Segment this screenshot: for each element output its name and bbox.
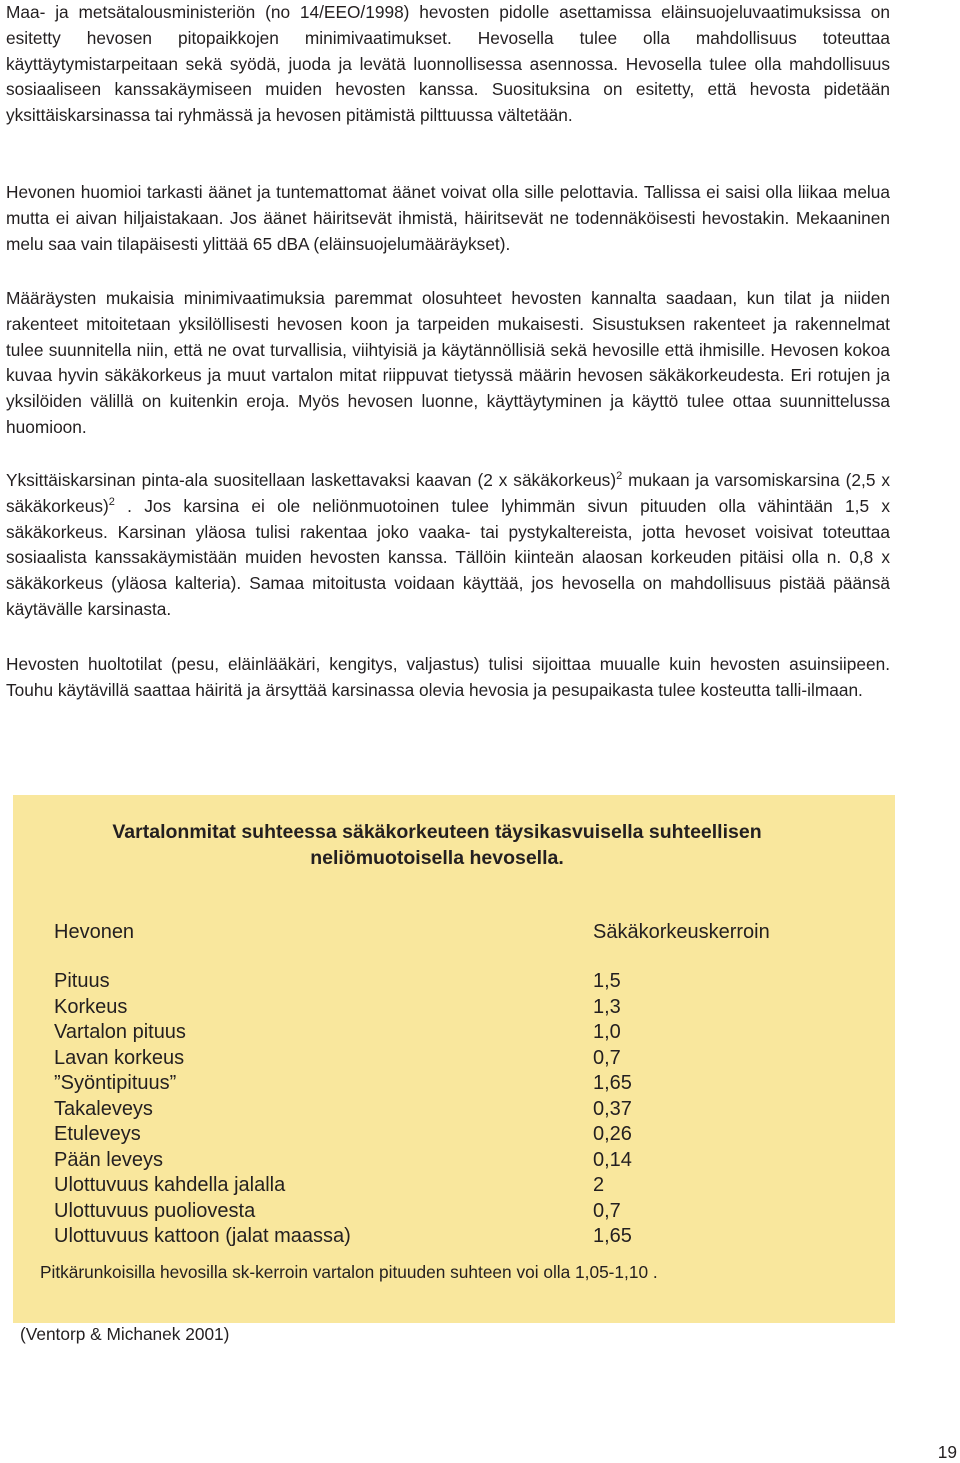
page-number: 19 xyxy=(937,1442,957,1462)
measurement-coefficient: 0,37 xyxy=(593,1097,632,1120)
table-row xyxy=(54,1122,632,1148)
source-citation: (Ventorp & Michanek 2001) xyxy=(20,1324,230,1344)
measurement-coefficient: 1,0 xyxy=(593,1021,621,1043)
column-header-horse: Hevonen xyxy=(54,921,135,943)
measurement-label: ”Syöntipituus” xyxy=(54,1072,177,1094)
superscript-2: 2 xyxy=(616,470,623,483)
box-note: Pitkärunkoisilla hevosilla sk-kerroin vartalon pituuden suhteen voi olla 1,05-1,10 . xyxy=(40,1262,658,1282)
measurement-coefficient: 1,65 xyxy=(593,1225,632,1247)
measurement-coefficient: 1,5 xyxy=(593,970,621,992)
paragraph-service-areas: Hevosten huoltotilat (pesu, eläinlääkäri, kengitys, valjastus) tulisi sijoittaa muualle kuin hevosten asuinsiipeen. Touhu käytävillä saattaa häiritä ja ärsyttää karsinassa olevia hevosia ja pesupaikasta tulee kosteutta talli-ilmaan. xyxy=(6,654,890,700)
measurement-label: Etuleveys xyxy=(54,1123,141,1145)
table-row xyxy=(54,1173,632,1199)
measurement-label: Korkeus xyxy=(54,995,128,1018)
superscript-2: 2 xyxy=(108,496,115,509)
table-row xyxy=(54,969,632,995)
box-title-line1: Vartalonmitat suhteessa säkäkorkeuteen täysikasvuisella suhteellisen xyxy=(112,821,762,843)
paragraph-stall-area-part2: mukaan ja varsomiskarsina (2,5 x säkäkorkeus) xyxy=(6,470,890,516)
measurements-table xyxy=(54,969,632,1250)
paragraph-stall-area xyxy=(6,468,890,623)
table-row xyxy=(54,1148,632,1174)
table-row xyxy=(54,1020,632,1046)
box-title-line2: neliömuotoisella hevosella. xyxy=(310,847,564,869)
measurement-coefficient: 1,65 xyxy=(593,1072,632,1094)
body-measurements-box xyxy=(13,795,895,1323)
table-row xyxy=(54,995,632,1021)
measurement-label: Takaleveys xyxy=(54,1097,153,1120)
measurement-coefficient: 0,7 xyxy=(593,1199,621,1222)
table-row xyxy=(54,1224,632,1250)
table-row xyxy=(54,1199,632,1225)
measurement-label: Vartalon pituus xyxy=(54,1021,186,1043)
paragraph-stall-area-part1: Yksittäiskarsinan pinta-ala suositellaan laskettavaksi kaavan (2 x säkäkorkeus) xyxy=(6,470,617,490)
paragraph-dimensioning: Määräysten mukaisia minimivaatimuksia paremmat olosuhteet hevosten kannalta saadaan, kun tilat ja niiden rakenteet mitoitetaan yksilöllisesti hevosen koon ja tarpeiden mukaisesti. Sisustuksen rakenteet ja rakennelmat tulee suunnitella niin, että ne ovat turvallisia, viihtyisiä ja käytännöllisiä sekä hevosille että ihmisille. Hevosen kokoa kuvaa hyvin säkäkorkeus ja muut vartalon mitat riippuvat tietyssä määrin hevosen säkäkorkeudesta. Eri rotujen ja yksilöiden välillä on kuitenkin eroja. Myös hevosen luonne, käyttäytyminen ja käyttö tulee ottaa suunnittelussa huomioon. xyxy=(6,288,890,437)
measurement-coefficient: 0,26 xyxy=(593,1123,632,1145)
table-row xyxy=(54,1097,632,1123)
table-row xyxy=(54,1071,632,1097)
measurement-label: Lavan korkeus xyxy=(54,1046,185,1069)
paragraph-noise: Hevonen huomioi tarkasti äänet ja tuntemattomat äänet voivat olla sille pelottavia. Tallissa ei saisi olla liikaa melua mutta ei aivan hiljaistakaan. Jos äänet häiritsevät ihmistä, häiritsevät ne todennäköisesti hevostakin. Mekaaninen melu saa vain tilapäisesti ylittää 65 dBA (eläinsuojelumääräykset). xyxy=(6,182,890,254)
paragraph-stall-area-part3: . Jos karsina ei ole neliönmuotoinen tulee lyhimmän sivun pituuden olla vähintään 1,5 x säkäkorkeus. Karsinan yläosa tulisi rakentaa joko vaaka- tai pystykaltereista, jotta hevoset voisivat toteuttaa sosiaalista kanssakäymistään muiden hevosten kanssa. Tällöin kiinteän alaosan korkeuden pitäisi olla n. 0,8 x säkäkorkeus (yläosa kalteria). Samaa mitoitusta voidaan käyttää, jos hevosella on mahdollisuus pistää päänsä käytävälle karsinasta. xyxy=(6,495,890,619)
measurement-coefficient: 0,7 xyxy=(593,1046,621,1069)
table-row xyxy=(54,1046,632,1072)
measurement-coefficient: 0,14 xyxy=(593,1148,632,1171)
measurement-label: Ulottuvuus kahdella jalalla xyxy=(54,1174,286,1196)
column-header-coefficient: Säkäkorkeuskerroin xyxy=(593,921,770,943)
measurement-label: Pään leveys xyxy=(54,1148,163,1171)
measurement-label: Pituus xyxy=(54,970,110,992)
measurement-label: Ulottuvuus puoliovesta xyxy=(54,1199,256,1222)
measurement-coefficient: 1,3 xyxy=(593,995,621,1018)
measurement-label: Ulottuvuus kattoon (jalat maassa) xyxy=(54,1225,351,1247)
measurement-coefficient: 2 xyxy=(593,1174,605,1196)
box-title xyxy=(13,819,861,871)
paragraph-requirements: Maa- ja metsätalousministeriön (no 14/EEO/1998) hevosten pidolle asettamissa eläinsuojeluvaatimuksissa on esitetty hevosen pitopaikkojen minimivaatimukset. Hevosella tulee olla mahdollisuus toteuttaa käyttäytymistarpeitaan sekä syödä, juoda ja levätä luonnollisessa asennossa. Hevosella tulee olla mahdollisuus sosiaaliseen kanssakäymiseen muiden hevosten kanssa. Suosituksina on esitetty, että hevosta pidetään yksittäiskarsinassa tai ryhmässä ja hevosen pitämistä pilttuussa vältetään. xyxy=(6,2,890,126)
